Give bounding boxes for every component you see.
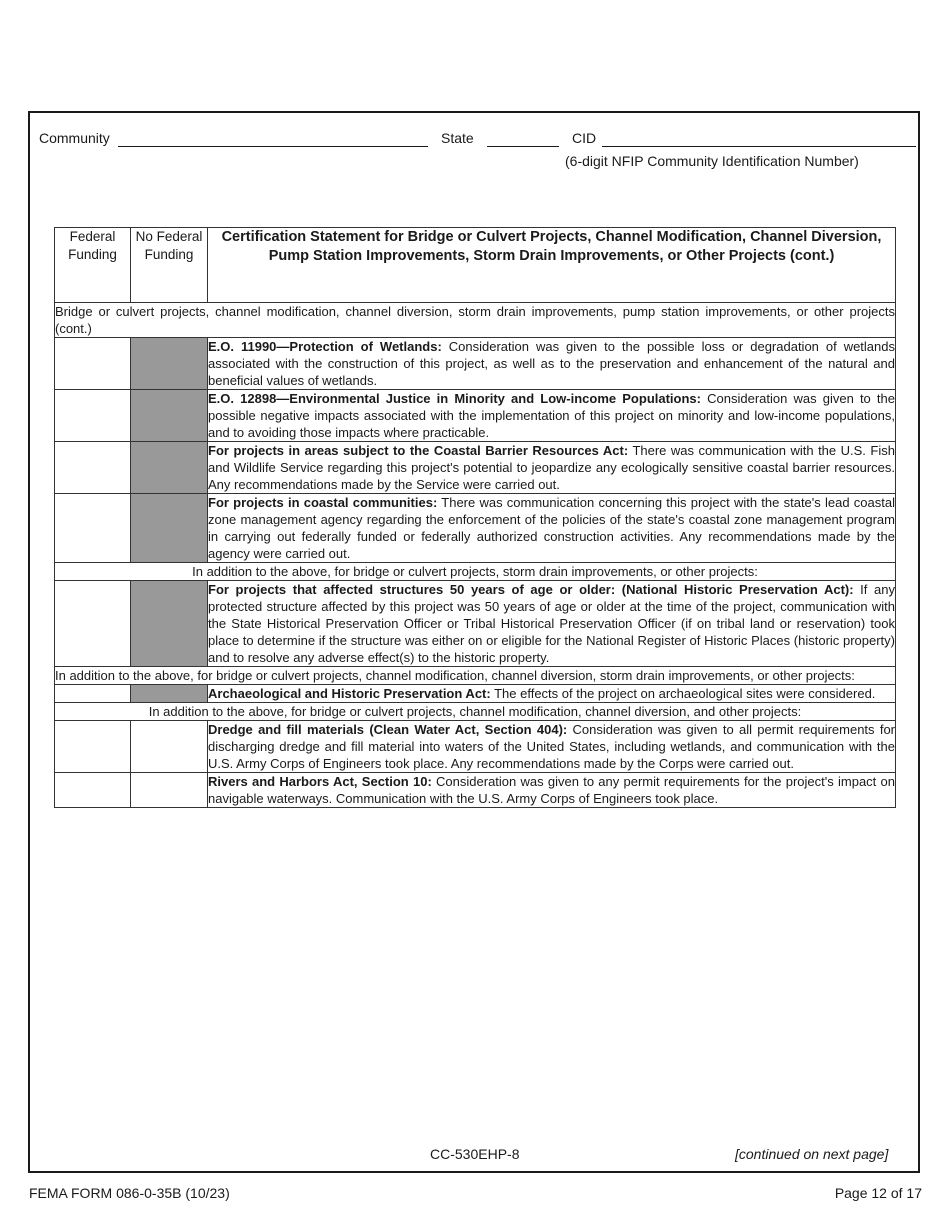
table-header-row <box>55 228 896 303</box>
federal-checkbox-dredge-fill[interactable] <box>55 721 131 773</box>
section-row <box>55 303 896 338</box>
table-row <box>55 338 896 390</box>
section-row <box>55 563 896 581</box>
no-federal-checkbox-dredge-fill[interactable] <box>131 721 208 773</box>
federal-checkbox-archaeological[interactable] <box>55 685 131 703</box>
statement-env-justice <box>208 390 896 442</box>
statement-title: For projects in coastal communities: <box>208 495 438 510</box>
table-row <box>55 581 896 667</box>
statement-title: E.O. 12898—Environmental Justice in Minority and Low-income Populations: <box>208 391 701 406</box>
no-federal-cell-shaded <box>131 442 208 494</box>
statement-text: If any protected structure affected by this project was 50 years of age or older at the time of the project, communication with the State Historical Preservation Officer or Tribal Historical Preservation Officer (if on tribal land or reservation) took place to determine if the structure was either on or eligible for the National Register of Historic Places (historic property) and to resolve any adverse effect(s) to the historic property. <box>208 582 895 665</box>
state-field[interactable] <box>487 146 559 147</box>
section-heading-2: In addition to the above, for bridge or culvert projects, storm drain improvements, or other projects: <box>55 563 896 581</box>
no-federal-cell-shaded <box>131 581 208 667</box>
section-heading-3: In addition to the above, for bridge or culvert projects, channel modification, channel diversion, storm drain improvements, or other projects: <box>55 667 896 685</box>
form-code: CC-530EHP-8 <box>430 1146 520 1162</box>
statement-title: For projects that affected structures 50 years of age or older: (National Historic Preservation Act): <box>208 582 854 597</box>
statement-text: Consideration was given to any permit requirements for the project's impact on navigable waterways. Communication with the U.S. Army Corps of Engineers took place. <box>208 774 895 806</box>
cid-note: (6-digit NFIP Community Identification Number) <box>565 153 859 169</box>
statement-coastal-barrier <box>208 442 896 494</box>
statement-coastal-communities <box>208 494 896 563</box>
statement-historic-preservation <box>208 581 896 667</box>
statement-title: Rivers and Harbors Act, Section 10: <box>208 774 432 789</box>
federal-checkbox-historic[interactable] <box>55 581 131 667</box>
cid-label: CID <box>572 130 597 146</box>
federal-checkbox-coastal-communities[interactable] <box>55 494 131 563</box>
statement-title: Archaeological and Historic Preservation Act: <box>208 686 491 701</box>
federal-checkbox-env-justice[interactable] <box>55 390 131 442</box>
table-title: Certification Statement for Bridge or Culvert Projects, Channel Modification, Channel Diversion, Pump Station Improvements, Storm Drain Improvements, or Other Projects (cont.) <box>208 228 896 303</box>
statement-text: Consideration was given to all permit requirements for discharging dredge and fill material into waters of the United States, including wetlands, and communication with the U.S. Army Corps of Engineers took place. Any recommendations made by the Corps were carried out. <box>208 722 896 771</box>
statement-rivers-harbors <box>208 773 896 808</box>
no-federal-cell-shaded <box>131 685 208 703</box>
section-heading-4: In addition to the above, for bridge or culvert projects, channel modification, channel diversion, and other projects: <box>55 703 896 721</box>
table-row <box>55 442 896 494</box>
statement-title: Dredge and fill materials (Clean Water Act, Section 404): <box>208 722 568 737</box>
statement-dredge-fill <box>208 721 896 773</box>
federal-checkbox-coastal-barrier[interactable] <box>55 442 131 494</box>
section-row <box>55 667 896 685</box>
statement-wetlands <box>208 338 896 390</box>
table-row <box>55 685 896 703</box>
form-id: FEMA FORM 086-0-35B (10/23) <box>29 1185 230 1201</box>
col-no-federal-funding: No Federal Funding <box>131 228 208 303</box>
federal-checkbox-wetlands[interactable] <box>55 338 131 390</box>
statement-text: There was communication with the U.S. Fish and Wildlife Service regarding this project's potential to jeopardize any ecologically sensitive coastal barrier resources. Any recommendations made by the Service were carried out. <box>208 443 895 492</box>
no-federal-checkbox-rivers-harbors[interactable] <box>131 773 208 808</box>
community-label: Community <box>39 130 110 146</box>
statement-text: Consideration was given to the possible negative impacts associated with the implementation of this project on minority and low-income populations, and to avoiding those impacts where practicable. <box>208 391 895 440</box>
statement-title: For projects in areas subject to the Coastal Barrier Resources Act: <box>208 443 629 458</box>
no-federal-cell-shaded <box>131 494 208 563</box>
no-federal-cell-shaded <box>131 338 208 390</box>
statement-text: Consideration was given to the possible loss or degradation of wetlands associated with the construction of this project, as well as to the preservation and enhancement of the natural and beneficial values of wetlands. <box>208 339 895 388</box>
section-heading-1: Bridge or culvert projects, channel modification, channel diversion, storm drain improvements, pump station improvements, or other projects (cont.) <box>55 304 895 336</box>
statement-title: E.O. 11990—Protection of Wetlands: <box>208 339 442 354</box>
certification-table <box>54 227 896 808</box>
table-row <box>55 494 896 563</box>
federal-checkbox-rivers-harbors[interactable] <box>55 773 131 808</box>
table-row <box>55 721 896 773</box>
page-number: Page 12 of 17 <box>834 1185 922 1201</box>
cid-field[interactable] <box>602 146 916 147</box>
no-federal-cell-shaded <box>131 390 208 442</box>
state-label: State <box>441 130 474 146</box>
statement-text: There was communication concerning this project with the state's lead coastal zone management agency regarding the enforcement of the policies of the state's coastal zone management program in carrying out federally funded or federally authorized construction activities. Any recommendations made by the agency were carried out. <box>208 495 895 561</box>
community-field[interactable] <box>118 146 428 147</box>
statement-text: The effects of the project on archaeological sites were considered. <box>490 686 876 701</box>
table-row <box>55 773 896 808</box>
statement-archaeological <box>208 685 896 703</box>
table-row <box>55 390 896 442</box>
continued-note: [continued on next page] <box>735 1146 889 1162</box>
col-federal-funding: Federal Funding <box>55 228 131 303</box>
section-row <box>55 703 896 721</box>
